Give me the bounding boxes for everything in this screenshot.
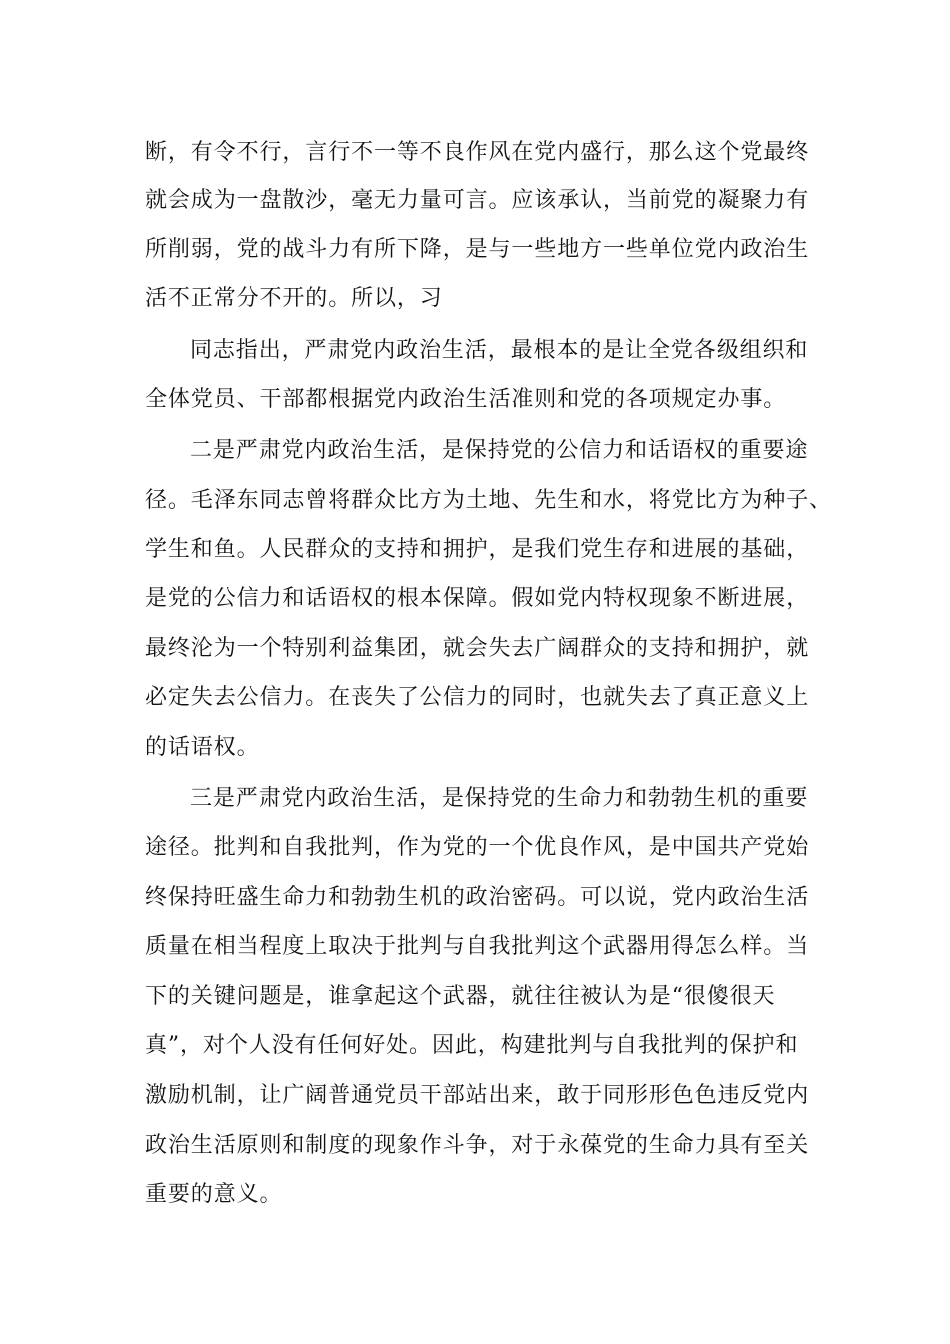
- paragraph-first-line: 二是严肃党内政治生活，是保持党的公信力和话语权的重要途: [190, 438, 809, 463]
- text-line: 学生和鱼。人民群众的支持和拥护，是我们党生存和进展的基础，: [145, 537, 810, 562]
- text-line: 质量在相当程度上取决于批判与自我批判这个武器用得怎么样。当: [145, 934, 810, 959]
- text-line: 终保持旺盛生命力和勃勃生机的政治密码。可以说，党内政治生活: [145, 885, 810, 910]
- text-line: 重要的意义。: [145, 1182, 283, 1207]
- text-line: 就会成为一盘散沙，毫无力量可言。应该承认，当前党的凝聚力有: [145, 188, 810, 213]
- text-line: 途径。批判和自我批判，作为党的一个优良作风，是中国共产党始: [145, 835, 810, 860]
- text-line: 激励机制，让广阔普通党员干部站出来，敢于同形形色色违反党内: [145, 1083, 810, 1108]
- text-line: 真”，对个人没有任何好处。因此，构建批判与自我批判的保护和: [145, 1033, 799, 1058]
- text-line: 最终沦为一个特别利益集团，就会失去广阔群众的支持和拥护，就: [145, 636, 810, 661]
- text-line: 活不正常分不开的。所以，习: [145, 286, 443, 311]
- text-line: 所削弱，党的战斗力有所下降，是与一些地方一些单位党内政治生: [145, 237, 810, 262]
- paragraph-first-line: 同志指出，严肃党内政治生活，最根本的是让全党各级组织和: [190, 338, 809, 363]
- text-line: 政治生活原则和制度的现象作斗争，对于永葆党的生命力具有至关: [145, 1133, 810, 1158]
- text-line: 必定失去公信力。在丧失了公信力的同时，也就失去了真正意义上: [145, 685, 810, 710]
- text-line: 断，有令不行，言行不一等不良作风在党内盛行，那么这个党最终: [145, 140, 810, 165]
- text-line: 是党的公信力和话语权的根本保障。假如党内特权现象不断进展，: [145, 586, 810, 611]
- text-line: 的话语权。: [145, 735, 260, 760]
- paragraph-first-line: 三是严肃党内政治生活，是保持党的生命力和勃勃生机的重要: [190, 786, 809, 811]
- text-line: 下的关键问题是，谁拿起这个武器，就往往被认为是“很傻很天: [145, 984, 776, 1009]
- text-line: 径。毛泽东同志曾将群众比方为土地、先生和水，将党比方为种子、: [145, 488, 833, 513]
- text-line: 全体党员、干部都根据党内政治生活准则和党的各项规定办事。: [145, 387, 787, 412]
